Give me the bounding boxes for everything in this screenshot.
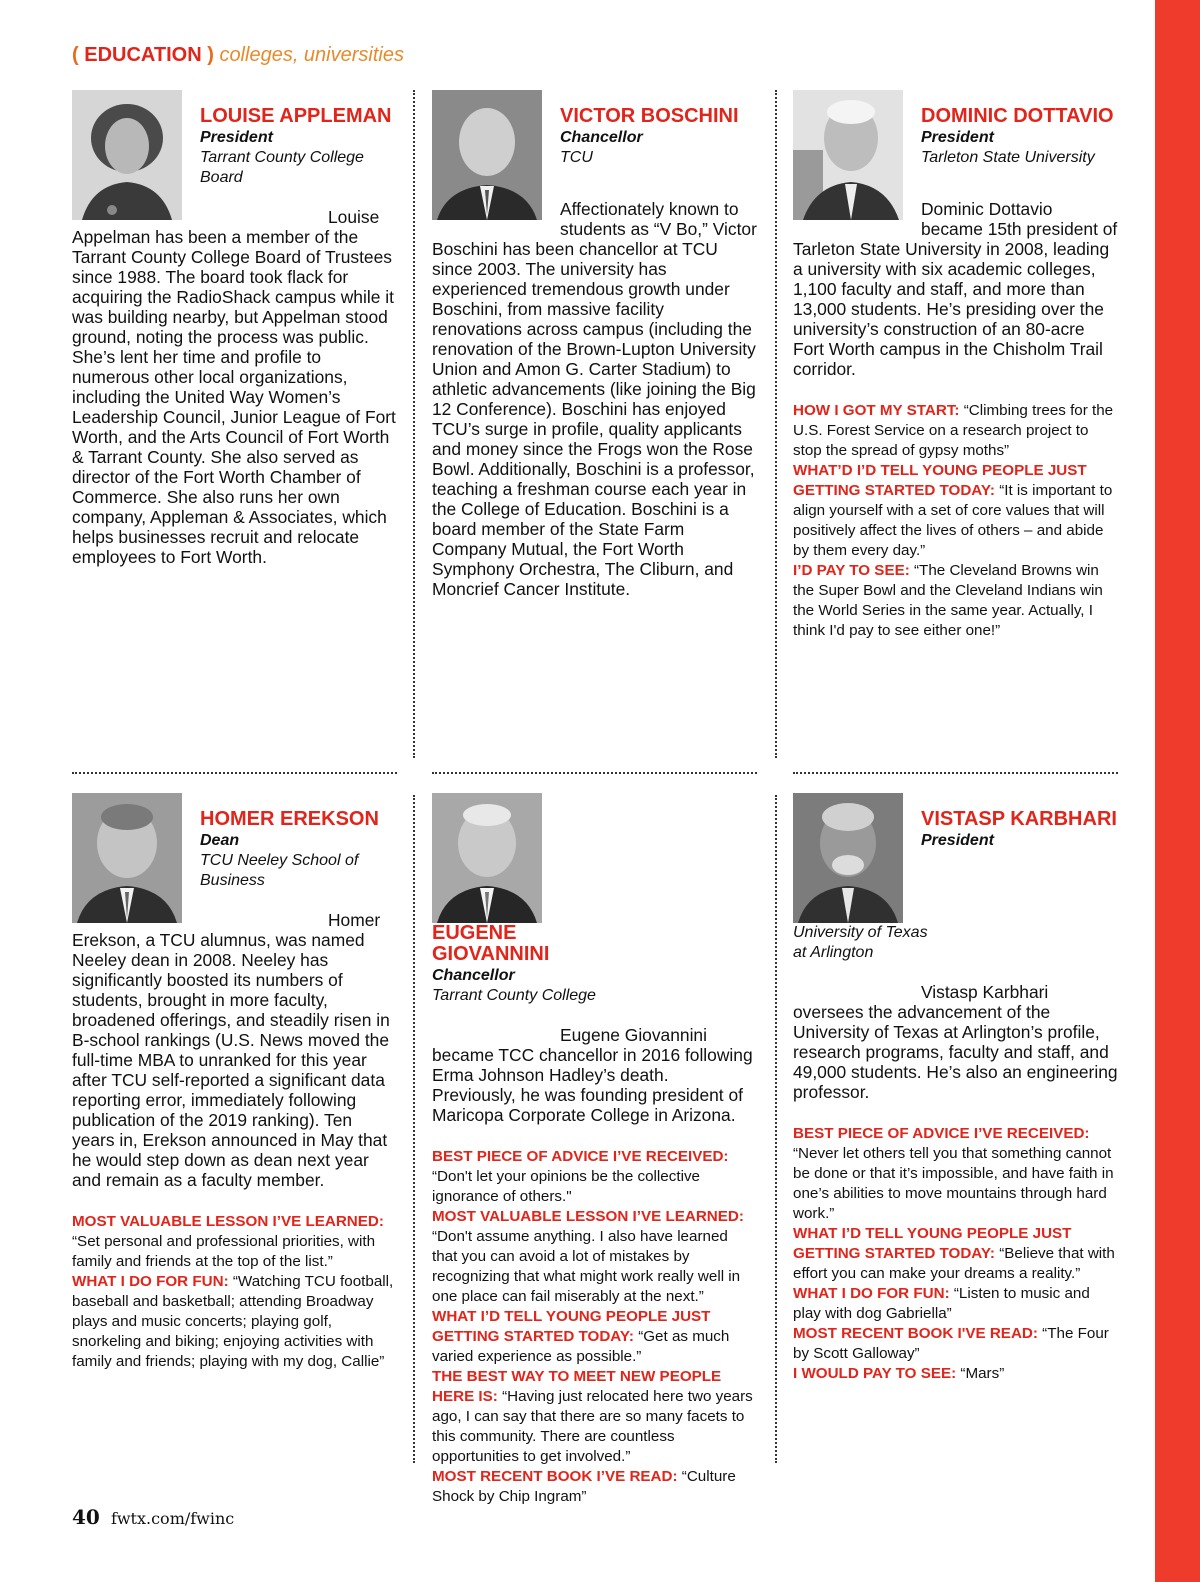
qa-answer: “Don't let your opinions be the collective ignorance of others." (432, 1168, 700, 1205)
qa-label: WHAT I DO FOR FUN: (793, 1285, 950, 1302)
person-title: President (921, 832, 994, 849)
qa-label: WHAT’D I’D TELL YOUNG PEOPLE JUST GETTING STARTED TODAY: (793, 462, 1087, 499)
qa-item (793, 561, 1118, 641)
person-title: Chancellor (432, 967, 515, 984)
person-bio: Affectionately known to students as “V Bo,” Victor Boschini has been chancellor at TCU since 2003. The university has experienced tremendous growth under Boschini, from massive facility renovations across campus (including the renovation of the Brown-Lupton University Union and Amon G. Carter Stadium) to athletic advancements (like joining the Big 12 Conference). Boschini has enjoyed TCU’s surge in profile, quality applicants and money since the Frogs won the Rose Bowl. Additionally, Boschini is a professor, teaching a freshman course each year in the College of Education. Boschini is a board member of the State Farm Company Mutual, the Fort Worth Symphony Orchestra, The Cliburn, and Moncrief Cancer Institute. (432, 199, 757, 599)
qa-label: MOST RECENT BOOK I'VE READ: (793, 1325, 1038, 1342)
person-title: Dean (200, 832, 240, 849)
section-title: EDUCATION (84, 44, 202, 66)
qa-label: MOST RECENT BOOK I’VE READ: (432, 1468, 678, 1485)
qa-answer: “Never let others tell you that something cannot be done or that it’s impossible, and have faith in one’s abilities to move mountains through hard work.” (793, 1145, 1114, 1222)
qa-answer: “Set personal and professional priorities, with family and friends at the top of the list.” (72, 1233, 376, 1270)
section-subtitle: colleges, universities (219, 44, 404, 66)
qa-item (432, 1207, 757, 1307)
person-name: VICTOR BOSCHINI (560, 105, 739, 127)
person-organization: TCU Neeley School of Business (200, 852, 359, 889)
qa-label: WHAT I’D TELL YOUNG PEOPLE JUST GETTING STARTED TODAY: (793, 1225, 1072, 1262)
person-organization: Tarrant County College Board (200, 149, 364, 186)
qa-answer: “Having just relocated here two years ago, I can say that there are so many facets to this community. There are countless opportunities to get involved.” (432, 1388, 753, 1465)
person-title: Chancellor (560, 129, 643, 146)
person-bio: Eugene Giovannini became TCC chancellor in 2016 following Erma Johnson Hadley’s death. Previously, he was founding president of Maricopa Corporate College in Arizona. (432, 1025, 753, 1125)
qa-label: THE BEST WAY TO MEET NEW PEOPLE HERE IS: (432, 1368, 722, 1405)
header-open-paren: ( (72, 44, 79, 66)
profile-card (72, 793, 397, 1372)
headshot-photo (432, 793, 542, 923)
qa-answer: “The Four by Scott Galloway” (793, 1325, 1109, 1362)
qa-list (793, 1124, 1118, 1384)
qa-answer: “Climbing trees for the U.S. Forest Service on a research project to stop the spread of gypsy moths” (793, 402, 1114, 459)
qa-item (72, 1272, 397, 1372)
person-organization: University of Texas at Arlington (793, 924, 928, 961)
header-close-paren: ) (207, 44, 214, 66)
qa-item (432, 1367, 757, 1467)
qa-item (793, 401, 1118, 461)
qa-answer: “Get as much varied experience as possible.” (432, 1328, 730, 1365)
person-bio: Vistasp Karbhari oversees the advancement of the University of Texas at Arlington’s profile, research programs, faculty and staff, and 49,000 students. He’s also an engineering professor. (793, 982, 1118, 1102)
person-bio: Homer Erekson, a TCU alumnus, was named Neeley dean in 2008. Neeley has significantly boosted its numbers of students, brought in more faculty, broadened offerings, and steadily risen in B-school rankings (U.S. News moved the full-time MBA to unranked for this year after TCU self-reported a significant data reporting error, immediately following publication of the 2019 ranking). Ten years in, Erekson announced in May that he would step down as dean next year and remain as a faculty member. (72, 910, 390, 1190)
person-name: HOMER EREKSON (200, 808, 379, 830)
person-name: DOMINIC DOTTAVIO (921, 105, 1114, 127)
column-divider (775, 795, 777, 1463)
person-bio: Louise Appelman has been a member of the Tarrant County College Board of Trustees since 1988. The board took flack for acquiring the RadioShack campus while it was building nearby, but Appelman stood ground, noting the process was public. She’s lent her time and profile to numerous other local organizations, including the United Way Women’s Leadership Council, Junior League of Fort Worth, and the Arts Council of Fort Worth & Tarrant County. She also served as director of the Fort Worth Chamber of Commerce. She also runs her own company, Appleman & Associates, which helps businesses recruit and relocate employees to Fort Worth. (72, 207, 396, 567)
footer-url[interactable]: fwtx.com/fwinc (110, 1509, 235, 1528)
qa-label: HOW I GOT MY START: (793, 402, 960, 419)
qa-label: MOST VALUABLE LESSON I’VE LEARNED: (72, 1213, 384, 1230)
qa-label: WHAT I’D TELL YOUNG PEOPLE JUST GETTING STARTED TODAY: (432, 1308, 711, 1345)
section-header (72, 42, 404, 68)
person-organization: Tarleton State University (921, 149, 1095, 166)
qa-label: I’D PAY TO SEE: (793, 562, 910, 579)
qa-label: BEST PIECE OF ADVICE I’VE RECEIVED: (793, 1125, 1090, 1142)
qa-label: WHAT I DO FOR FUN: (72, 1273, 229, 1290)
qa-answer: “The Cleveland Browns win the Super Bowl and the Cleveland Indians win the World Series in the same year. Actually, I think I'd pay to see either one!” (793, 562, 1103, 639)
qa-answer: “Listen to music and play with dog Gabriella” (793, 1285, 1090, 1322)
qa-item (432, 1467, 757, 1507)
row-divider (432, 772, 757, 774)
headshot-photo (72, 793, 182, 923)
qa-item (793, 1364, 1118, 1384)
row-divider (72, 772, 397, 774)
qa-item (72, 1212, 397, 1272)
qa-item (432, 1147, 757, 1207)
headshot-photo (432, 90, 542, 220)
person-bio: Dominic Dottavio became 15th president of Tarleton State University in 2008, leading a university with six academic colleges, 1,100 faculty and staff, and more than 13,000 students. He’s presiding over the university’s construction of an 80-acre Fort Worth campus in the Chisholm Trail corridor. (793, 199, 1118, 379)
qa-item (793, 461, 1118, 561)
qa-answer: “Mars” (960, 1365, 1005, 1382)
qa-label: I WOULD PAY TO SEE: (793, 1365, 957, 1382)
red-edge-bar (1155, 0, 1200, 1582)
page-number: 40 (72, 1505, 100, 1529)
column-divider (413, 795, 415, 1463)
qa-answer: “It is important to align yourself with a set of core values that will positively affect the lives of others – and abide by them every day.” (793, 482, 1113, 559)
qa-list (432, 1147, 757, 1507)
profile-card (432, 90, 757, 599)
headshot-photo (793, 793, 903, 923)
person-organization: TCU (560, 149, 593, 166)
column-divider (775, 90, 777, 758)
headshot-photo (72, 90, 182, 220)
qa-answer: “Watching TCU football, baseball and basketball; attending Broadway plays and music concerts; playing golf, snorkeling and biking; enjoying activities with family and friends; playing with my dog, Callie” (72, 1273, 394, 1370)
qa-answer: “Culture Shock by Chip Ingram” (432, 1468, 736, 1505)
person-title: President (921, 129, 994, 146)
profile-card (793, 90, 1118, 641)
qa-answer: “Believe that with effort you can make your dreams a reality.” (793, 1245, 1115, 1282)
page-footer (72, 1505, 234, 1529)
qa-item (793, 1124, 1118, 1224)
column-divider (413, 90, 415, 758)
profile-card (793, 793, 1118, 1384)
qa-answer: “Don't assume anything. I also have learned that you can avoid a lot of mistakes by recognizing that what might work really well in one place can fail miserably at the next.” (432, 1228, 741, 1305)
qa-list (72, 1212, 397, 1372)
profile-card (432, 793, 757, 1507)
person-name: EUGENE GIOVANNINI (432, 922, 550, 965)
qa-label: BEST PIECE OF ADVICE I’VE RECEIVED: (432, 1148, 729, 1165)
qa-item (793, 1284, 1118, 1324)
person-name: LOUISE APPLEMAN (200, 105, 392, 127)
qa-item (432, 1307, 757, 1367)
qa-item (793, 1224, 1118, 1284)
person-title: President (200, 129, 273, 146)
qa-list (793, 401, 1118, 641)
row-divider (793, 772, 1118, 774)
qa-label: MOST VALUABLE LESSON I’VE LEARNED: (432, 1208, 744, 1225)
profile-card (72, 90, 397, 567)
person-organization: Tarrant County College (432, 987, 596, 1004)
person-name: VISTASP KARBHARI (921, 808, 1117, 830)
qa-item (793, 1324, 1118, 1364)
headshot-photo (793, 90, 903, 220)
